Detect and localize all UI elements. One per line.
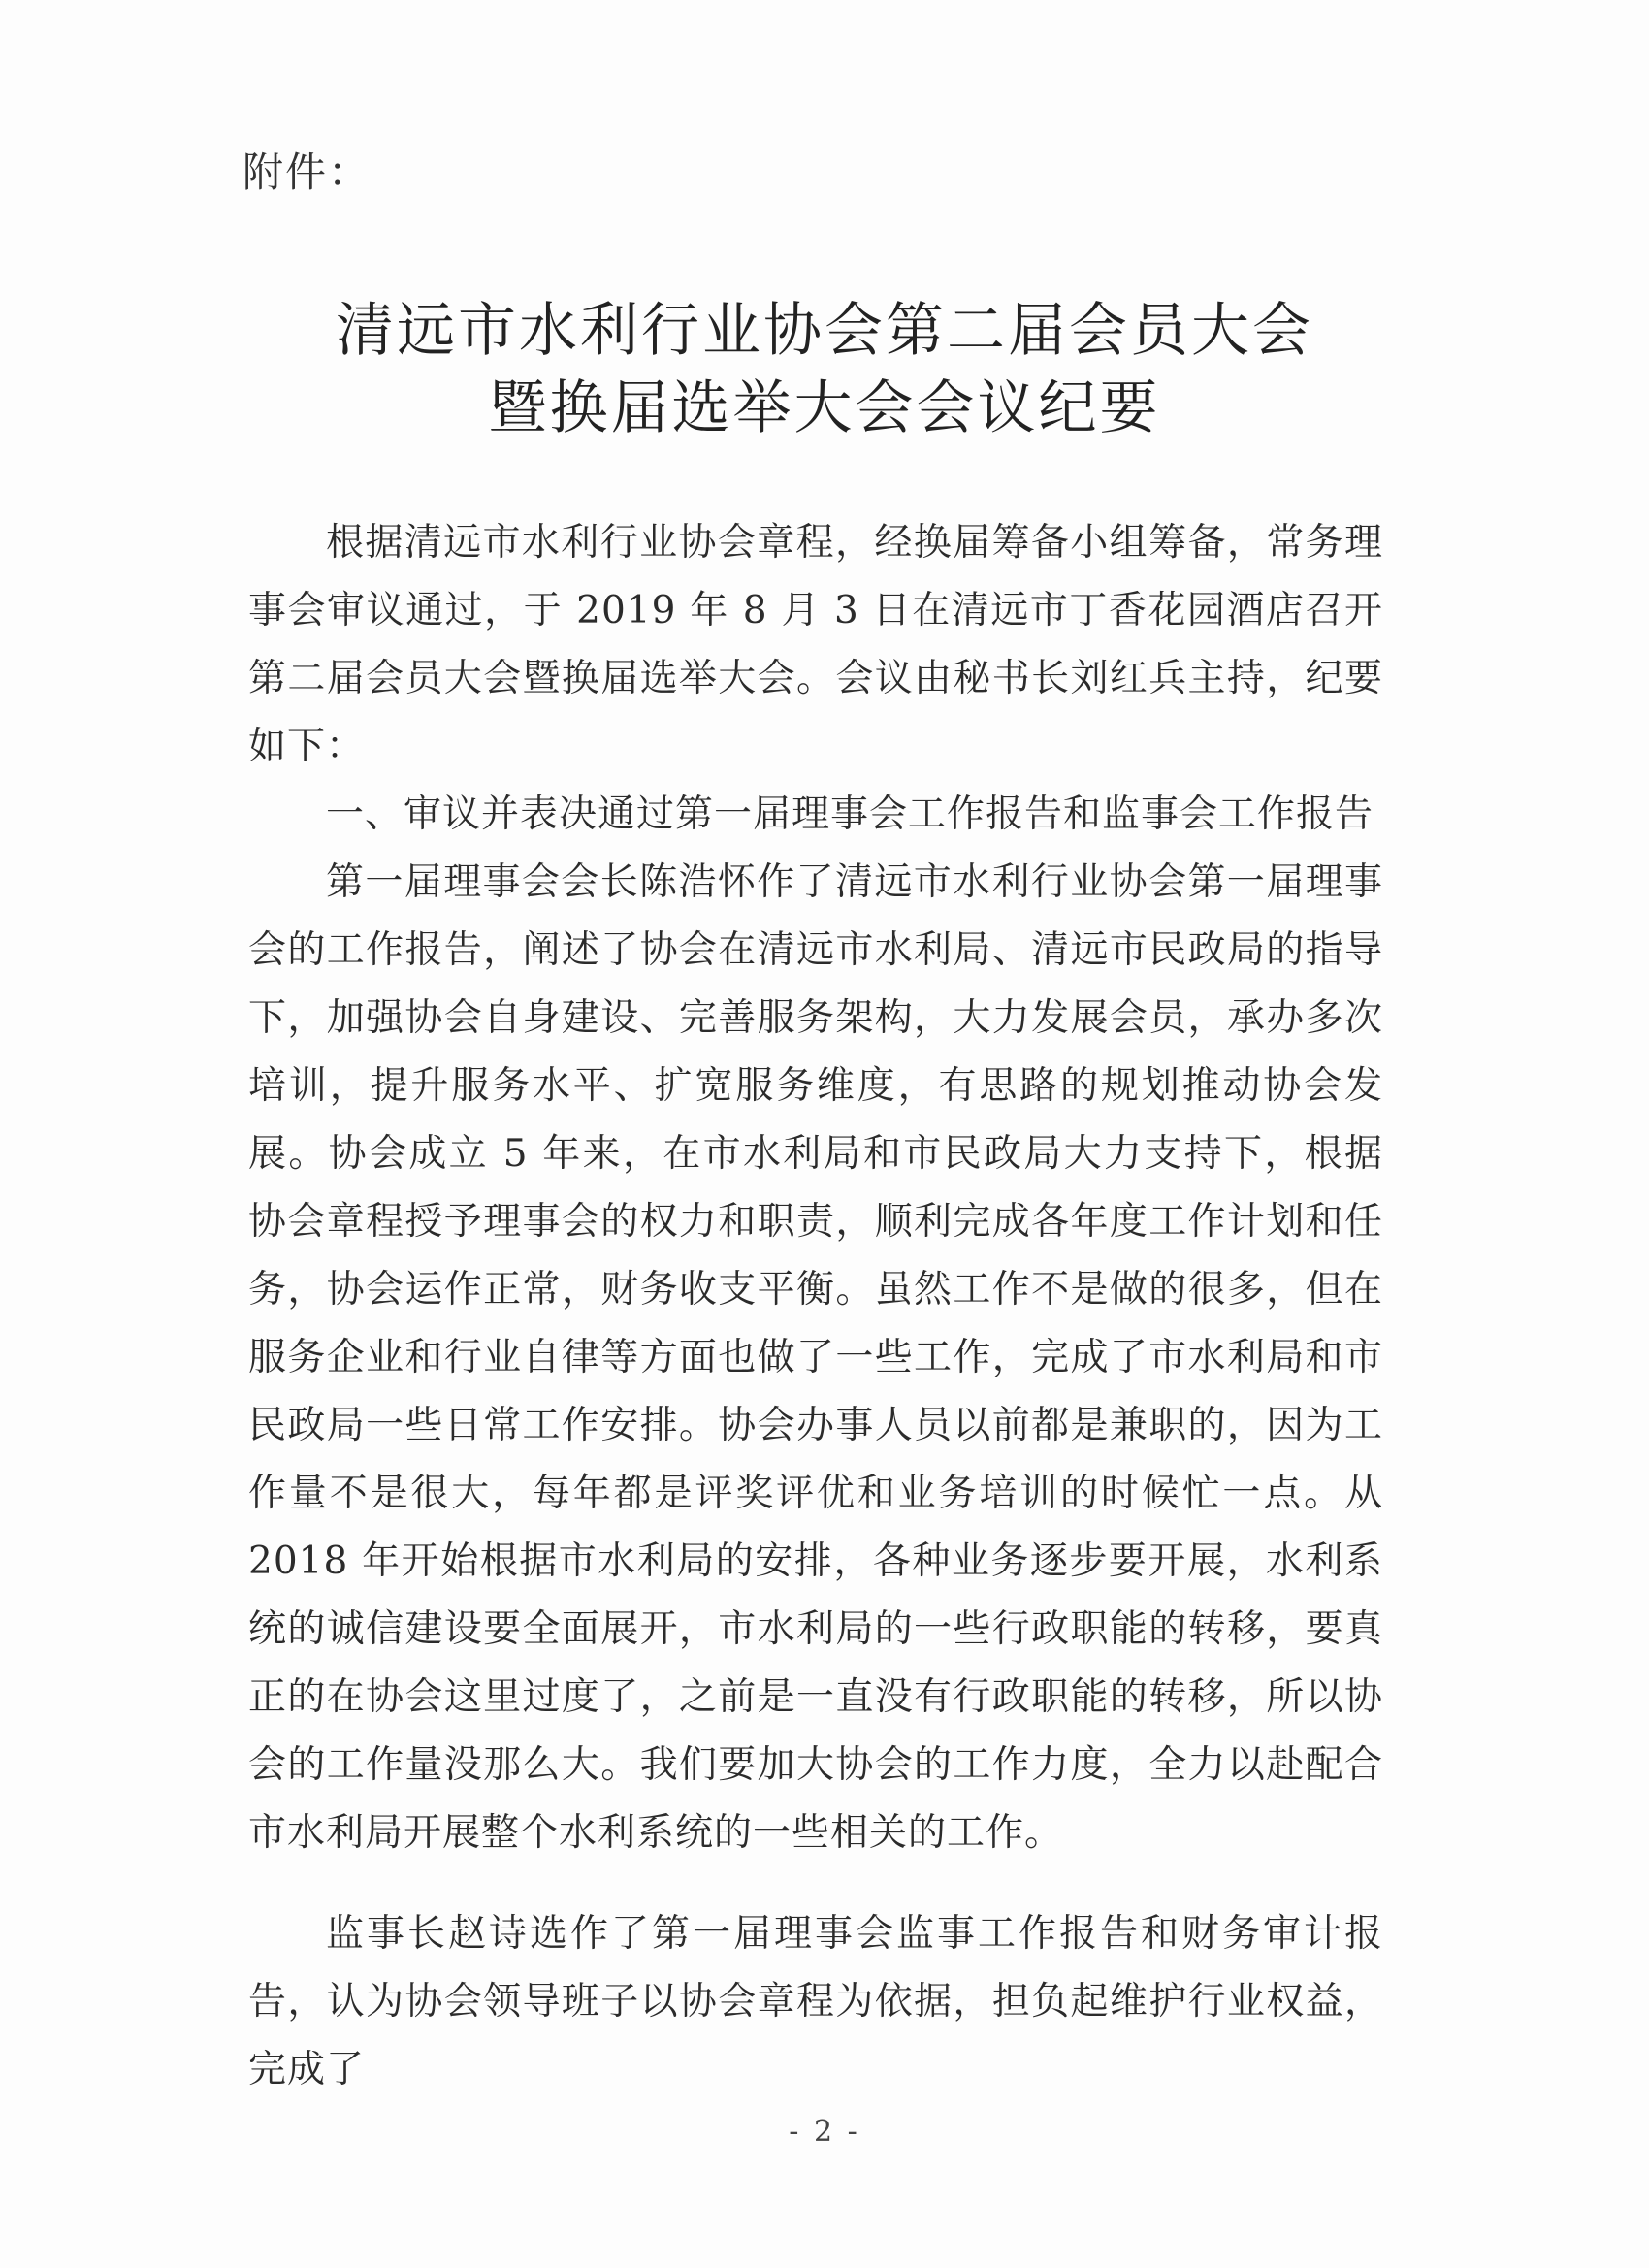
attachment-label: 附件：: [242, 148, 372, 196]
section-heading-1: 一、审议并表决通过第一届理事会工作报告和监事会工作报告: [326, 793, 1374, 836]
board-report-paragraph: 第一届理事会会长陈浩怀作了清远市水利行业协会第一届理事会的工作报告，阐述了协会在清远市水利局、清远市民政局的指导下，加强协会自身建设、完善服务架构，大力发展会员，承办多次培训，提升服务水平、扩宽服务维度，有思路的规划推动协会发展。协会成立 5 年来，在市水利局和市民政局大力支持下，根据协会章程授予理事会的权力和职责，顺利完成各年度工作计划和任务，协会运作正常，财务收支平衡。虽然工作不是做的很多，但在服务企业和行业自律等方面也做了一些工作，完成了市水利局和市民政局一些日常工作安排。协会办事人员以前都是兼职的，因为工作量不是很大，每年都是评奖评优和业务培训的时候忙一点。从 2018 年开始根据市水利局的安排，各种业务逐步要开展，水利系统的诚信建设要全面展开，市水利局的一些行政职能的转移，要真正的在协会这里过度了，之前是一直没有行政职能的转移，所以协会的工作量没那么大。我们要加大协会的工作力度，全力以赴配合市水利局开展整个水利系统的一些相关的工作。: [248, 860, 1383, 1855]
document-title-line-2: 暨换届选举大会会议纪要: [488, 374, 1161, 442]
document-title-line-1: 清远市水利行业协会第二届会员大会: [336, 297, 1313, 365]
intro-paragraph: 根据清远市水利行业协会章程，经换届筹备小组筹备，常务理事会审议通过，于 2019 年 8 月 3 日在清远市丁香花园酒店召开第二届会员大会暨换届选举大会。会议由秘书长刘红兵主持，纪要如下：: [248, 521, 1383, 768]
page-number: - 2 -: [789, 2115, 860, 2149]
document-body: [248, 509, 1383, 2104]
supervisor-report-paragraph: 监事长赵诗选作了第一届理事会监事工作报告和财务审计报告，认为协会领导班子以协会章程为依据，担负起维护行业权益，完成了: [248, 1912, 1383, 2091]
